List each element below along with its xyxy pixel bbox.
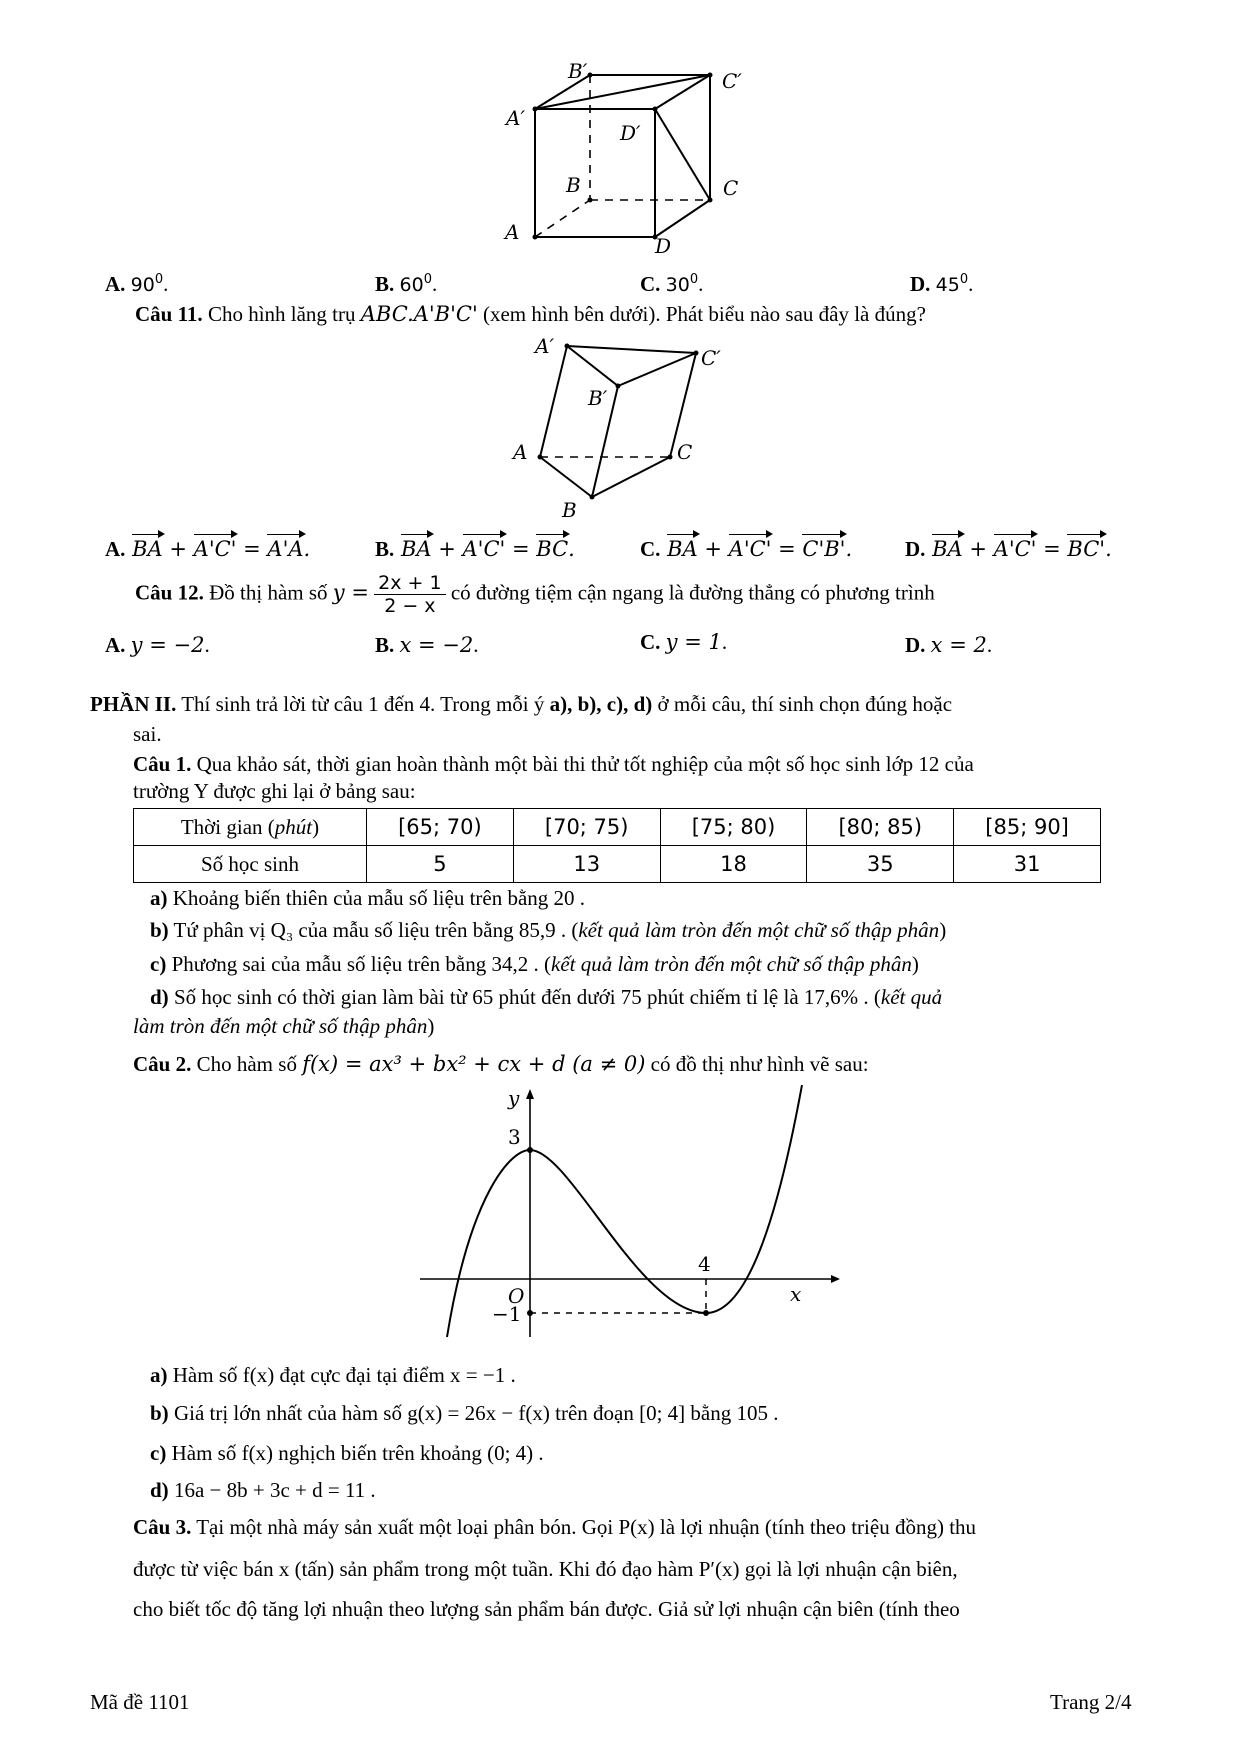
c3-line3: cho biết tốc độ tăng lợi nhuận theo lượng sản phẩm bán được. Giả sử lợi nhuận cận biên (tính theo — [133, 1597, 960, 1621]
table-header-time: Thời gian (phút) — [134, 809, 367, 846]
table-cell: 18 — [660, 846, 807, 883]
graph-label-3: 3 — [508, 1125, 521, 1149]
q10-option-c[interactable]: C. $30^0$. — [640, 272, 704, 296]
q11-option-a[interactable]: A. BA + A'C' = A'A. — [105, 537, 311, 561]
graph-label-4: 4 — [698, 1252, 711, 1276]
c3-line1: Câu 3. Tại một nhà máy sản xuất một loại phân bón. Gọi P(x) là lợi nhuận (tính theo triệu đồng) thu — [133, 1515, 977, 1539]
part2-line2: sai. — [133, 722, 162, 746]
exam-code: Mã đề 1101 — [90, 1690, 190, 1714]
q12-stem: Câu 12. Đồ thị hàm số y = $\frac{2x + 1}{2 - x}$ có đường tiệm cận ngang là đường thẳng có phương trình — [135, 572, 935, 617]
label-ap: A′ — [506, 106, 525, 130]
label-cp: C′ — [722, 69, 742, 93]
label-c2: C — [677, 440, 693, 464]
label-a2: A — [513, 440, 528, 464]
label-c: C — [723, 176, 739, 200]
c2-item-b[interactable]: b) Giá trị lớn nhất của hàm số g(x) = 26x − f(x) trên đoạn [0; 4] bằng 105 . — [150, 1401, 779, 1425]
prism-figure — [505, 335, 745, 525]
table-row — [134, 846, 1101, 883]
label-dp: D′ — [620, 121, 641, 145]
table-cell: [75; 80) — [660, 809, 807, 846]
q11-stem: Câu 11. Cho hình lăng trụ ABC.A'B'C' (xem hình bên dưới). Phát biểu nào sau đây là đúng? — [135, 302, 926, 326]
c2-item-c[interactable]: c) Hàm số f(x) nghịch biến trên khoảng (0; 4) . — [150, 1441, 544, 1465]
c2-stem: Câu 2. Cho hàm số f(x) = ax³ + bx² + cx + d (a ≠ 0) có đồ thị như hình vẽ sau: — [133, 1052, 869, 1076]
label-b: B — [566, 173, 581, 197]
graph-label-o: O — [508, 1284, 525, 1308]
part2-heading: PHẦN II. Thí sinh trả lời từ câu 1 đến 4. Trong mỗi ý a), b), c), d) ở mỗi câu, thí sinh chọn đúng hoặc — [90, 692, 953, 716]
c1-item-d-cont: làm tròn đến một chữ số thập phân) — [133, 1014, 435, 1038]
q11-option-d[interactable]: D. BA + A'C' = BC'. — [905, 537, 1112, 561]
label-bp2: B′ — [588, 386, 608, 410]
cubic-graph — [410, 1085, 850, 1347]
c1-item-b[interactable]: b) Tứ phân vị Q₃ của mẫu số liệu trên bằng 85,9 . (kết quả làm tròn đến một chữ số thập phân) — [150, 918, 947, 942]
graph-label-x: x — [790, 1282, 802, 1306]
table-cell: 31 — [954, 846, 1101, 883]
table-header-count: Số học sinh — [134, 846, 367, 883]
c1-item-c[interactable]: c) Phương sai của mẫu số liệu trên bằng 34,2 . (kết quả làm tròn đến một chữ số thập phân) — [150, 952, 919, 976]
c1-item-a[interactable]: a) Khoảng biến thiên của mẫu số liệu trên bằng 20 . — [150, 886, 586, 910]
q10-option-a[interactable]: A. $90^0$. — [105, 272, 169, 296]
c3-line2: được từ việc bán x (tấn) sản phẩm trong một tuần. Khi đó đạo hàm P′(x) gọi là lợi nhuận cận biên, — [133, 1557, 958, 1581]
data-table — [133, 808, 1101, 883]
cube-figure — [480, 55, 770, 260]
q10-option-d[interactable]: D. $45^0$. — [910, 272, 974, 296]
q11-option-b[interactable]: B. BA + A'C' = BC. — [375, 537, 575, 561]
label-bp: B′ — [568, 59, 588, 83]
q12-option-d[interactable]: D. x = 2. — [905, 633, 993, 657]
c1-stem-line2: trường Y được ghi lại ở bảng sau: — [133, 779, 416, 803]
graph-label-y: y — [508, 1086, 520, 1110]
table-cell: 35 — [807, 846, 954, 883]
table-row — [134, 809, 1101, 846]
label-b2: B — [562, 498, 577, 522]
c1-stem: Câu 1. Qua khảo sát, thời gian hoàn thành một bài thi thử tốt nghiệp của một số học sinh lớp 12 của — [133, 752, 974, 776]
table-cell: 5 — [367, 846, 514, 883]
q11-option-c[interactable]: C. BA + A'C' = C'B'. — [640, 537, 853, 561]
page-number: Trang 2/4 — [1050, 1690, 1132, 1714]
q12-option-b[interactable]: B. x = −2. — [375, 633, 479, 657]
table-cell: 13 — [513, 846, 660, 883]
label-a: A — [505, 220, 520, 244]
label-ap2: A′ — [535, 335, 554, 358]
table-cell: [85; 90] — [954, 809, 1101, 846]
graph-label-minus1: −1 — [492, 1302, 522, 1326]
c2-item-d[interactable]: d) 16a − 8b + 3c + d = 11 . — [150, 1478, 376, 1502]
q12-option-c[interactable]: C. y = 1. — [640, 630, 728, 654]
q10-option-b[interactable]: B. $60^0$. — [375, 272, 438, 296]
q12-option-a[interactable]: A. y = −2. — [105, 633, 210, 657]
label-cp2: C′ — [701, 346, 721, 370]
q12-fraction: $\frac{2x + 1}{2 - x}$ — [374, 572, 445, 617]
c2-item-a[interactable]: a) Hàm số f(x) đạt cực đại tại điểm x = −1 . — [150, 1363, 516, 1387]
table-cell: [70; 75) — [513, 809, 660, 846]
c1-item-d[interactable]: d) Số học sinh có thời gian làm bài từ 65 phút đến dưới 75 phút chiếm tỉ lệ là 17,6% . (kết quả — [150, 985, 943, 1009]
table-cell: [80; 85) — [807, 809, 954, 846]
label-d: D — [655, 234, 672, 258]
cubic-curve — [447, 1085, 802, 1337]
table-cell: [65; 70) — [367, 809, 514, 846]
